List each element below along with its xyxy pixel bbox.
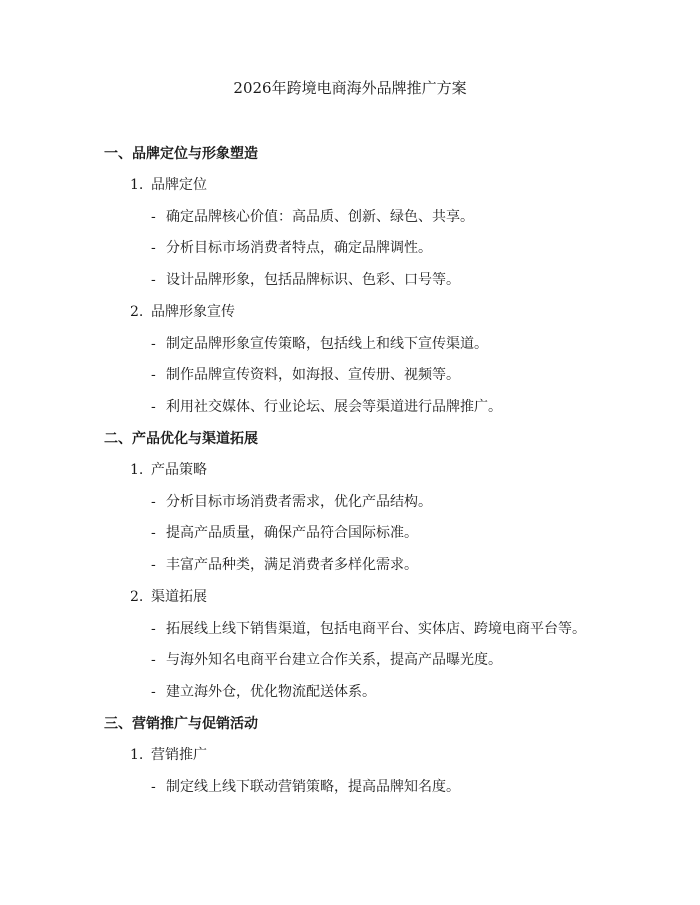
bullet-item (151, 365, 460, 385)
subsection-title: 产品策略 (151, 462, 207, 478)
subsection-heading (130, 587, 207, 607)
bullet-item (151, 238, 432, 258)
bullet-dash: - (151, 621, 156, 637)
bullet-dash: - (151, 557, 156, 573)
bullet-item (151, 492, 432, 512)
bullet-text: 与海外知名电商平台建立合作关系，提高产品曝光度。 (166, 652, 502, 668)
bullet-item (151, 334, 488, 354)
subsection-heading (130, 460, 207, 480)
bullet-item (151, 270, 460, 290)
bullet-dash: - (151, 525, 156, 541)
subsection-number: 2. (130, 304, 144, 320)
bullet-item (151, 777, 460, 797)
bullet-item (151, 682, 376, 702)
section-heading: 二、产品优化与渠道拓展 (104, 431, 258, 447)
bullet-item (151, 523, 418, 543)
bullet-item (151, 207, 474, 227)
bullet-item (151, 397, 502, 417)
bullet-dash: - (151, 209, 156, 225)
section-heading: 三、营销推广与促销活动 (104, 716, 258, 732)
bullet-dash: - (151, 779, 156, 795)
bullet-text: 制定线上线下联动营销策略，提高品牌知名度。 (166, 779, 460, 795)
bullet-dash: - (151, 367, 156, 383)
bullet-dash: - (151, 240, 156, 256)
subsection-heading (130, 745, 207, 765)
bullet-dash: - (151, 336, 156, 352)
bullet-text: 制定品牌形象宣传策略，包括线上和线下宣传渠道。 (166, 336, 488, 352)
bullet-text: 确定品牌核心价值：高品质、创新、绿色、共享。 (166, 209, 474, 225)
bullet-dash: - (151, 494, 156, 510)
subsection-number: 1. (130, 462, 144, 478)
subsection-title: 渠道拓展 (151, 589, 207, 605)
subsection-title: 品牌定位 (151, 177, 207, 193)
subsection-number: 1. (130, 747, 144, 763)
subsection-number: 1. (130, 177, 144, 193)
bullet-dash: - (151, 652, 156, 668)
section-heading: 一、品牌定位与形象塑造 (104, 146, 258, 162)
bullet-text: 分析目标市场消费者需求，优化产品结构。 (166, 494, 432, 510)
bullet-text: 分析目标市场消费者特点，确定品牌调性。 (166, 240, 432, 256)
bullet-item (151, 650, 502, 670)
subsection-number: 2. (130, 589, 144, 605)
bullet-text: 丰富产品种类，满足消费者多样化需求。 (166, 557, 418, 573)
bullet-text: 制作品牌宣传资料，如海报、宣传册、视频等。 (166, 367, 460, 383)
subsection-title: 品牌形象宣传 (151, 304, 235, 320)
bullet-text: 利用社交媒体、行业论坛、展会等渠道进行品牌推广。 (166, 399, 502, 415)
subsection-heading (130, 302, 235, 322)
bullet-item (151, 619, 586, 639)
subsection-heading (130, 175, 207, 195)
bullet-text: 设计品牌形象，包括品牌标识、色彩、口号等。 (166, 272, 460, 288)
bullet-text: 拓展线上线下销售渠道，包括电商平台、实体店、跨境电商平台等。 (166, 621, 586, 637)
bullet-dash: - (151, 684, 156, 700)
bullet-item (151, 555, 418, 575)
bullet-text: 建立海外仓，优化物流配送体系。 (166, 684, 376, 700)
bullet-text: 提高产品质量，确保产品符合国际标准。 (166, 525, 418, 541)
document-title: 2026年跨境电商海外品牌推广方案 (233, 79, 467, 97)
bullet-dash: - (151, 272, 156, 288)
subsection-title: 营销推广 (151, 747, 207, 763)
bullet-dash: - (151, 399, 156, 415)
